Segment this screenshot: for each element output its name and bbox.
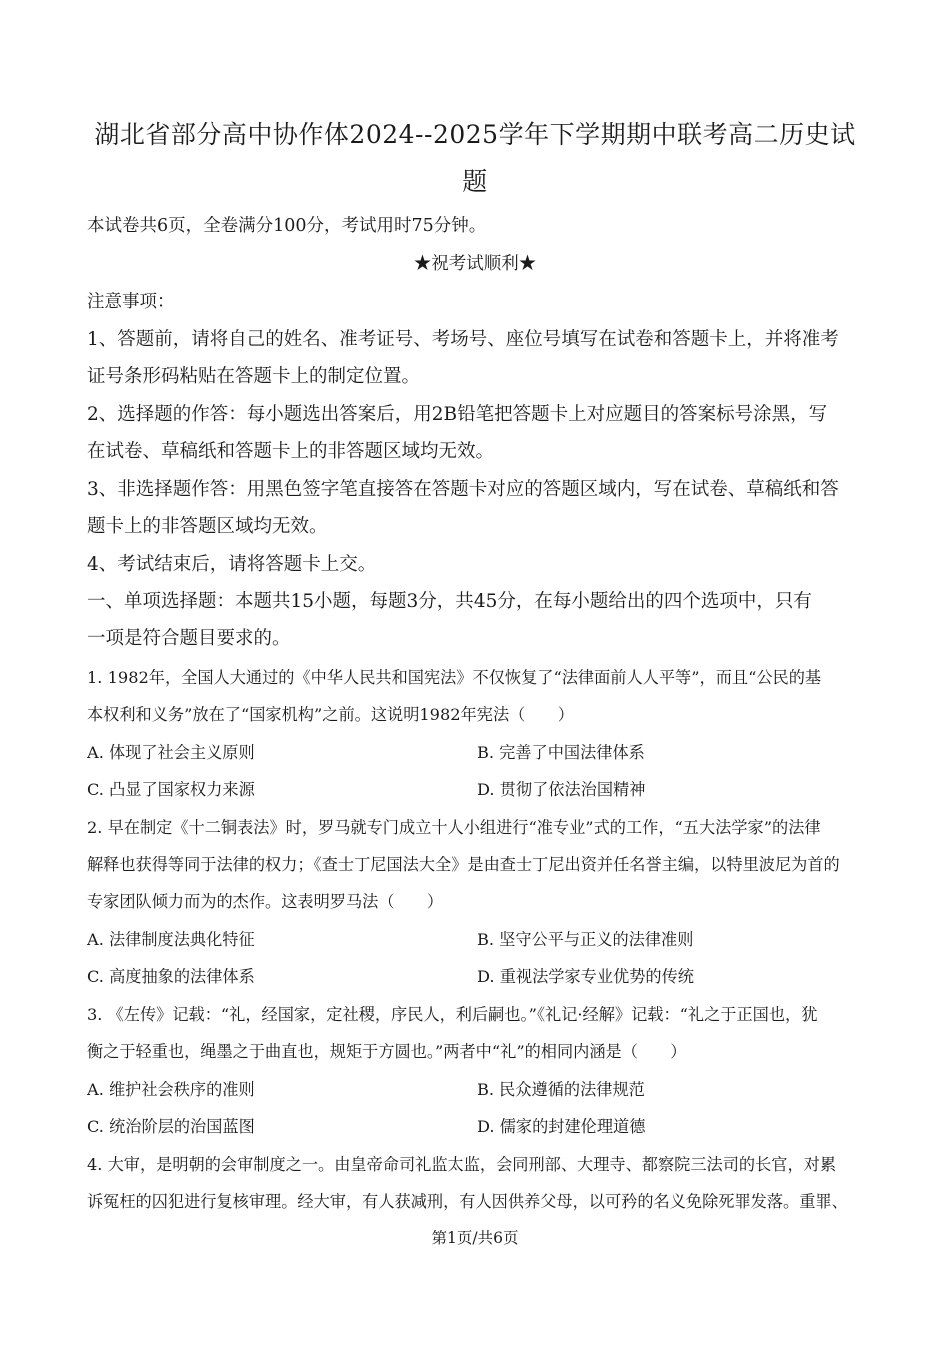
notice-line: 1、答题前，请将自己的姓名、准考证号、考场号、座位号填写在试卷和答题卡上，并将准考 (87, 329, 839, 350)
notice-line: 在试卷、草稿纸和答题卡上的非答题区域均无效。 (87, 441, 495, 462)
section-heading: 一、单项选择题：本题共15小题，每题3分，共45分，在每小题给出的四个选项中，只有 (87, 591, 812, 612)
question-4-text: 4. 大审，是明朝的会审制度之一。由皇帝命司礼监太监，会同刑部、大理寺、都察院三法司的长官，对累 (87, 1155, 837, 1174)
exam-title-line1: 湖北省部分高中协作体2024--2025学年下学期期中联考高二历史试 (94, 120, 856, 149)
question-3-option-b: B. 民众遵循的法律规范 (477, 1080, 645, 1099)
exam-title-line2: 题 (462, 167, 488, 196)
question-1-text: 1. 1982年，全国人大通过的《中华人民共和国宪法》不仅恢复了“法律面前人人平等”，而且“公民的基 (87, 668, 822, 687)
notice-heading: 注意事项： (87, 292, 175, 312)
question-1-option-c: C. 凸显了国家权力来源 (87, 780, 255, 799)
notice-line: 2、选择题的作答：每小题选出答案后，用2B铅笔把答题卡上对应题目的答案标号涂黑，写 (87, 404, 828, 425)
question-1-option-a: A. 体现了社会主义原则 (87, 743, 255, 762)
question-2-text: 2. 早在制定《十二铜表法》时，罗马就专门成立十人小组进行“准专业”式的工作，“五大法学家”的法律 (87, 818, 821, 837)
notice-line: 题卡上的非答题区域均无效。 (87, 516, 328, 537)
notice-line: 证号条形码粘贴在答题卡上的制定位置。 (87, 366, 421, 387)
question-3-text: 衡之于轻重也，绳墨之于曲直也，规矩于方圆也。”两者中“礼”的相同内涵是（ ） (87, 1042, 687, 1061)
question-1-option-b: B. 完善了中国法律体系 (477, 743, 645, 762)
exam-intro: 本试卷共6页，全卷满分100分，考试用时75分钟。 (87, 216, 487, 236)
section-heading: 一项是符合题目要求的。 (87, 628, 291, 649)
blessing: ★祝考试顺利★ (413, 254, 537, 274)
question-4-text: 诉冤枉的囚犯进行复核审理。经大审，有人获减刑，有人因供养父母，以可矜的名义免除死罪发落。重罪、 (87, 1192, 848, 1211)
question-2-option-b: B. 坚守公平与正义的法律准则 (477, 930, 694, 949)
page-footer: 第1页/共6页 (431, 1229, 519, 1247)
question-3-option-d: D. 儒家的封建伦理道德 (477, 1117, 646, 1136)
notice-line: 3、非选择题作答：用黑色签字笔直接答在答题卡对应的答题区域内，写在试卷、草稿纸和答 (87, 479, 839, 500)
notice-line: 4、考试结束后，请将答题卡上交。 (87, 554, 377, 575)
question-2-text: 解释也获得等同于法律的权力；《查士丁尼国法大全》是由查士丁尼出资并任名誉主编，以特里波尼为首的 (87, 855, 840, 874)
question-2-option-c: C. 高度抽象的法律体系 (87, 967, 255, 986)
question-3-option-a: A. 维护社会秩序的准则 (87, 1080, 255, 1099)
question-1-text: 本权利和义务”放在了“国家机构”之前。这说明1982年宪法（ ） (87, 705, 574, 724)
question-3-text: 3. 《左传》记载：“礼，经国家，定社稷，序民人，利后嗣也。”《礼记·经解》记载：“礼之于正国也，犹 (87, 1005, 818, 1024)
question-3-option-c: C. 统治阶层的治国蓝图 (87, 1117, 255, 1136)
question-2-option-d: D. 重视法学家专业优势的传统 (477, 967, 694, 986)
question-2-text: 专家团队倾力而为的杰作。这表明罗马法（ ） (87, 892, 444, 911)
question-1-option-d: D. 贯彻了依法治国精神 (477, 780, 646, 799)
question-2-option-a: A. 法律制度法典化特征 (87, 930, 255, 949)
